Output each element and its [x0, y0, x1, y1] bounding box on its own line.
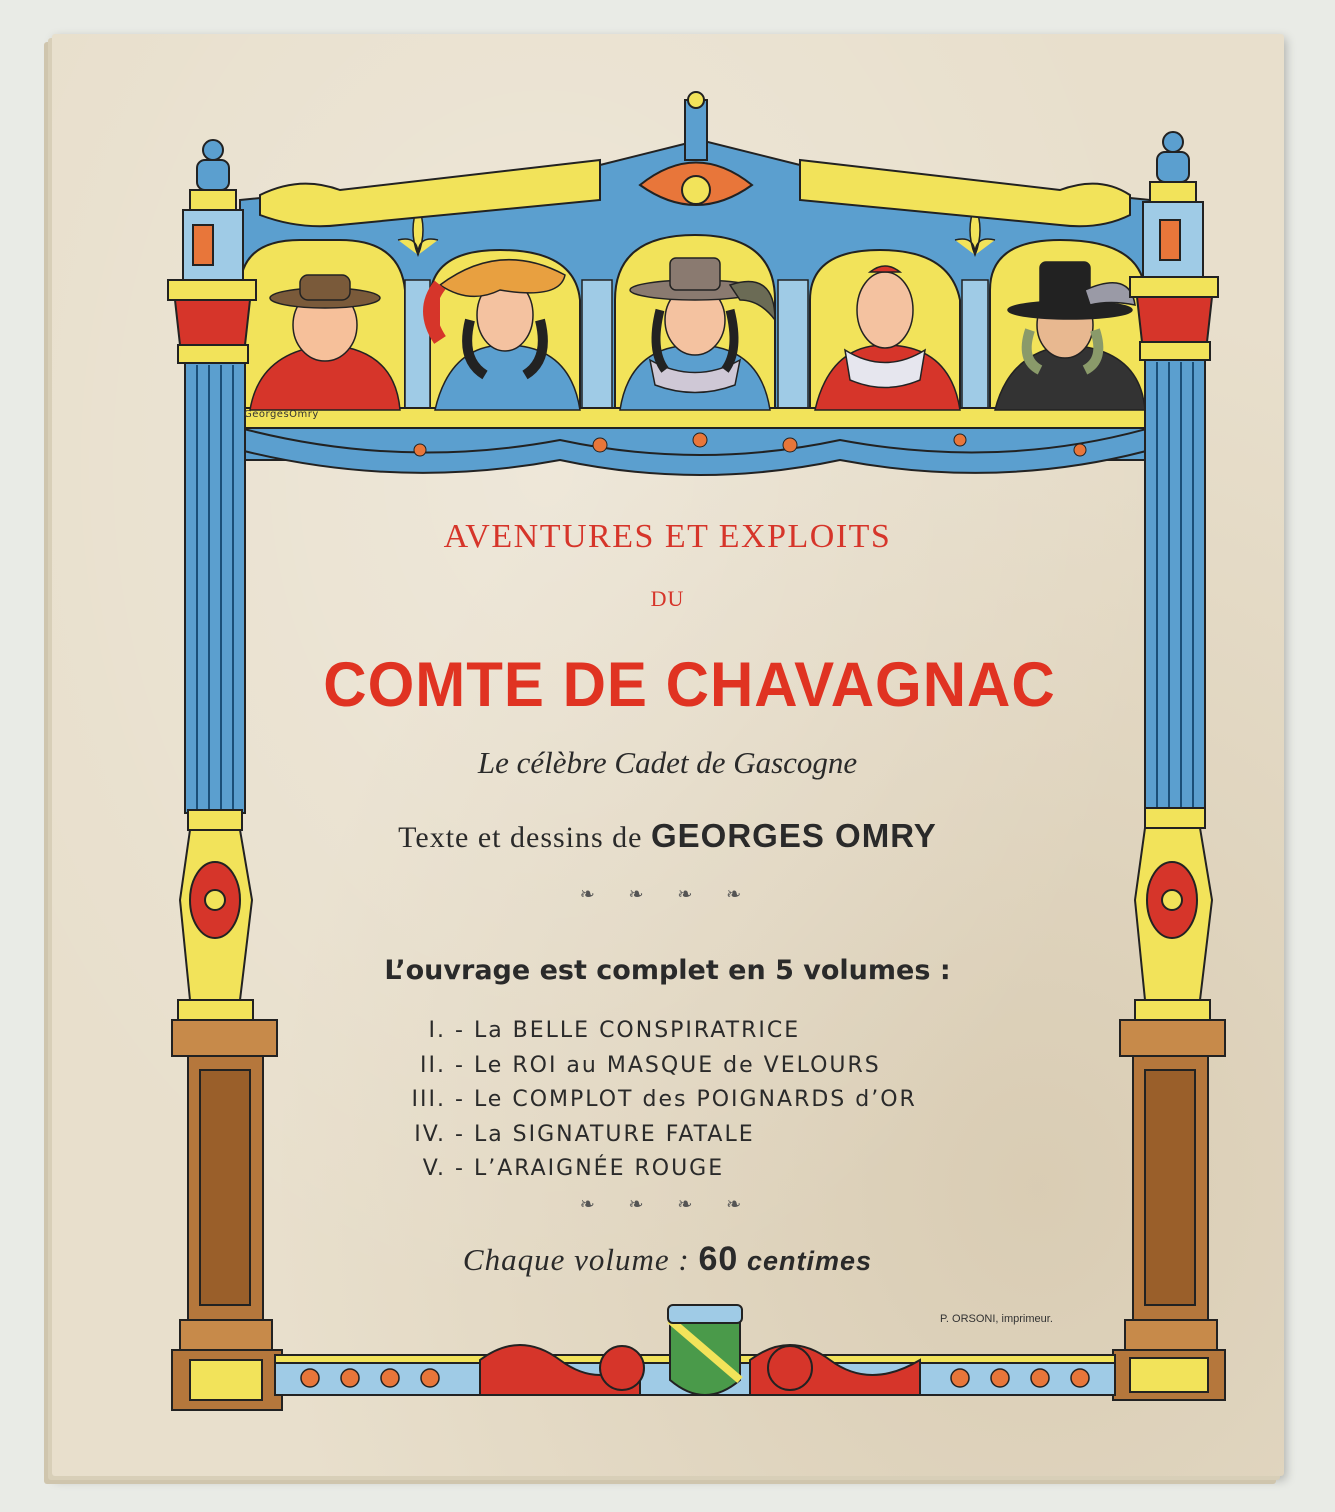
volume-number: IV. — [414, 1121, 446, 1147]
volume-title: La BELLE CONSPIRATRICE — [473, 1018, 801, 1043]
volume-list — [360, 1014, 1080, 1187]
volume-number: I. — [428, 1018, 446, 1043]
price-prefix: Chaque volume : — [462, 1242, 690, 1277]
volume-number: V. — [422, 1156, 446, 1181]
list-item: III. - Le COMPLOT des POIGNARDS d’OR — [360, 1083, 1080, 1118]
list-item: I. - La BELLE CONSPIRATRICE — [360, 1014, 1080, 1049]
volume-number: II. — [420, 1052, 446, 1078]
list-item: IV. - La SIGNATURE FATALE — [360, 1118, 1080, 1153]
illustrator-signature: GeorgesOmry — [244, 409, 319, 420]
volume-title: La SIGNATURE FATALE — [473, 1121, 755, 1147]
volume-number: III. — [411, 1087, 446, 1112]
credit-prefix: Texte et dessins de — [398, 821, 643, 854]
title-line-1: AVENTURES ET EXPLOITS — [443, 518, 892, 555]
main-title: COMTE DE CHAVAGNAC — [323, 649, 1056, 720]
volume-title: Le ROI au MASQUE de VELOURS — [473, 1052, 881, 1078]
ornament-divider-bottom: ❧ ❧ ❧ ❧ — [579, 1194, 756, 1215]
price-value: 60 — [698, 1240, 739, 1278]
price-line — [0, 1240, 1335, 1279]
printer-credit: P. ORSONI, imprimeur. — [940, 1313, 1053, 1325]
author-name: GEORGES OMRY — [651, 817, 937, 854]
price-unit: centimes — [747, 1246, 873, 1276]
subtitle: Le célèbre Cadet de Gascogne — [477, 745, 858, 780]
list-item: V. - L’ARAIGNÉE ROUGE — [360, 1152, 1080, 1187]
volume-title: L’ARAIGNÉE ROUGE — [473, 1156, 725, 1181]
series-intro: L’ouvrage est complet en 5 volumes : — [384, 955, 951, 986]
author-credit — [0, 817, 1335, 855]
ornament-divider-top: ❧ ❧ ❧ ❧ — [579, 884, 756, 905]
volume-title: Le COMPLOT des POIGNARDS d’OR — [473, 1087, 917, 1112]
title-line-2: DU — [650, 586, 685, 611]
list-item: II. - Le ROI au MASQUE de VELOURS — [360, 1049, 1080, 1084]
